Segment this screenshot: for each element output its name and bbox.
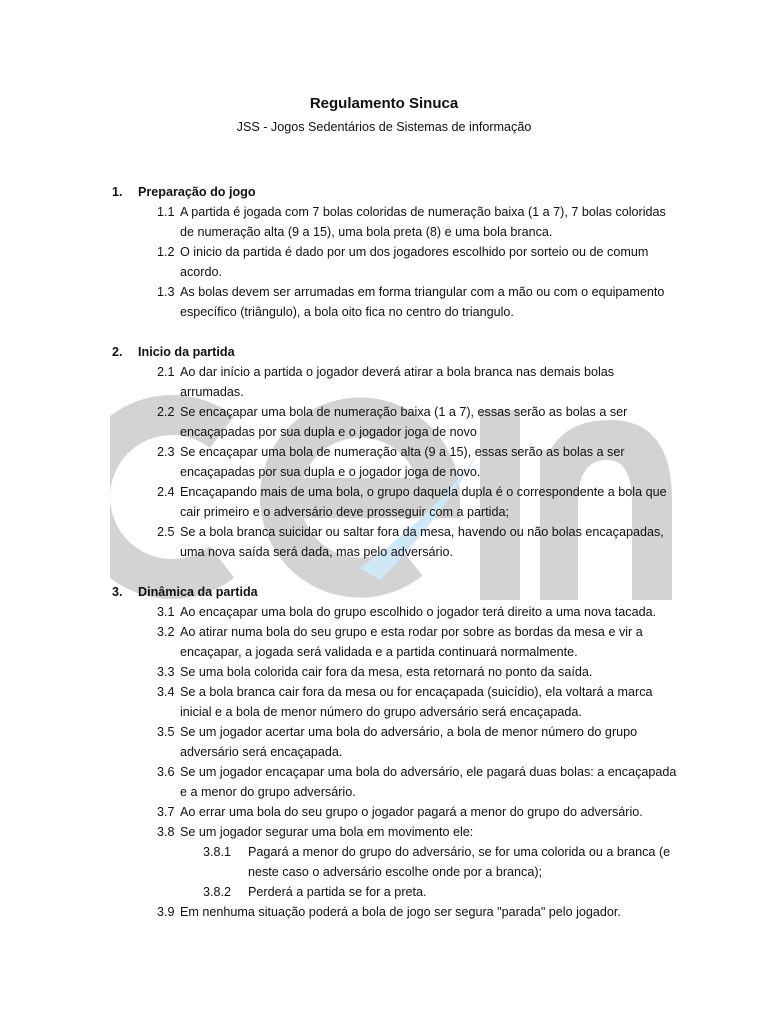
- item-number: 3.8: [157, 825, 175, 839]
- item-number: 3.6: [157, 765, 175, 779]
- item-text: Ao dar início a partida o jogador deverá atirar a bola branca nas demais bolas arrumadas.: [180, 365, 615, 399]
- document-subtitle: JSS - Jogos Sedentários de Sistemas de informação: [236, 120, 532, 134]
- list-item: [157, 762, 677, 802]
- item-text: Encaçapando mais de uma bola, o grupo daquela dupla é o correspondente a bola que cair primeiro e o adversário deve prosseguir com a partida;: [180, 485, 667, 519]
- item-number: 3.4: [157, 685, 175, 699]
- item-number: 2.3: [157, 445, 175, 459]
- list-item: [157, 362, 677, 402]
- list-item: [157, 522, 677, 562]
- section-title: Preparação do jogo: [138, 185, 256, 199]
- section-heading: [112, 342, 235, 362]
- item-text: O inicio da partida é dado por um dos jogadores escolhido por sorteio ou de comum acordo.: [180, 245, 649, 279]
- item-number: 1.2: [157, 245, 175, 259]
- list-item: [157, 482, 677, 522]
- section-heading: [112, 582, 258, 602]
- item-text: Se um jogador segurar uma bola em movimento ele:: [180, 825, 474, 839]
- item-number: 3.5: [157, 725, 175, 739]
- item-number: 2.1: [157, 365, 175, 379]
- sub-list-item: [203, 882, 678, 902]
- subitem-number: 3.8.1: [203, 845, 232, 859]
- item-number: 3.3: [157, 665, 175, 679]
- section-number: 3.: [112, 585, 123, 599]
- section-number: 1.: [112, 185, 123, 199]
- item-text: Se um jogador acertar uma bola do adversário, a bola de menor número do grupo adversário será encaçapada.: [180, 725, 638, 759]
- list-item: [157, 622, 677, 662]
- section-number: 2.: [112, 345, 123, 359]
- list-item: [157, 442, 677, 482]
- list-item: [157, 402, 677, 442]
- item-number: 2.2: [157, 405, 175, 419]
- item-number: 2.5: [157, 525, 175, 539]
- item-text: Se encaçapar uma bola de numeração alta (9 a 15), essas serão as bolas a ser encaçapadas por sua dupla e o jogador joga de novo.: [180, 445, 625, 479]
- item-text: Se a bola branca suicidar ou saltar fora da mesa, havendo ou não bolas encaçapadas, uma nova saída será dada, mas pelo adversário.: [180, 525, 664, 559]
- item-number: 3.1: [157, 605, 175, 619]
- item-number: 3.7: [157, 805, 175, 819]
- item-text: Ao encaçapar uma bola do grupo escolhido o jogador terá direito a uma nova tacada.: [180, 605, 657, 619]
- list-item: [157, 682, 677, 722]
- list-item: [157, 202, 677, 242]
- item-text: A partida é jogada com 7 bolas coloridas de numeração baixa (1 a 7), 7 bolas coloridas de numeração alta (9 a 15), uma bola preta (8) e uma bola branca.: [180, 205, 666, 239]
- section-heading: [112, 182, 256, 202]
- subitem-text: Perderá a partida se for a preta.: [248, 885, 427, 899]
- item-number: 3.9: [157, 905, 175, 919]
- list-item: [157, 802, 677, 822]
- list-item: [157, 662, 677, 682]
- item-text: Ao atirar numa bola do seu grupo e esta rodar por sobre as bordas da mesa e vir a encaçapar, a jogada será validada e a partida continuará normalmente.: [180, 625, 643, 659]
- list-item: [157, 282, 677, 322]
- sub-list-item: [203, 842, 678, 882]
- item-number: 1.3: [157, 285, 175, 299]
- item-text: Se encaçapar uma bola de numeração baixa (1 a 7), essas serão as bolas a ser encaçapadas por sua dupla e o jogador joga de novo: [180, 405, 628, 439]
- list-item: [157, 822, 677, 842]
- subitem-text: Pagará a menor do grupo do adversário, se for uma colorida ou a branca (e neste caso o adversário escolhe onde por a branca);: [248, 845, 671, 879]
- section-title: Inicio da partida: [138, 345, 235, 359]
- item-text: Em nenhuma situação poderá a bola de jogo ser segura "parada" pelo jogador.: [180, 905, 621, 919]
- item-text: Ao errar uma bola do seu grupo o jogador pagará a menor do grupo do adversário.: [180, 805, 643, 819]
- list-item: [157, 242, 677, 282]
- item-number: 1.1: [157, 205, 175, 219]
- subitem-number: 3.8.2: [203, 885, 232, 899]
- item-text: Se um jogador encaçapar uma bola do adversário, ele pagará duas bolas: a encaçapada e a menor do grupo adversário.: [180, 765, 677, 799]
- list-item: [157, 722, 677, 762]
- document-title: Regulamento Sinuca: [309, 95, 459, 112]
- list-item: [157, 602, 677, 622]
- list-item: [157, 902, 677, 922]
- item-text: Se uma bola colorida cair fora da mesa, esta retornará no ponto da saída.: [180, 665, 593, 679]
- section-title: Dinâmica da partida: [138, 585, 258, 599]
- item-text: As bolas devem ser arrumadas em forma triangular com a mão ou com o equipamento específico (triângulo), a bola oito fica no centro do triangulo.: [180, 285, 665, 319]
- item-text: Se a bola branca cair fora da mesa ou for encaçapada (suicídio), ela voltará a marca inicial e a bola de menor número do grupo adversário será encaçapada.: [180, 685, 653, 719]
- item-number: 2.4: [157, 485, 175, 499]
- item-number: 3.2: [157, 625, 175, 639]
